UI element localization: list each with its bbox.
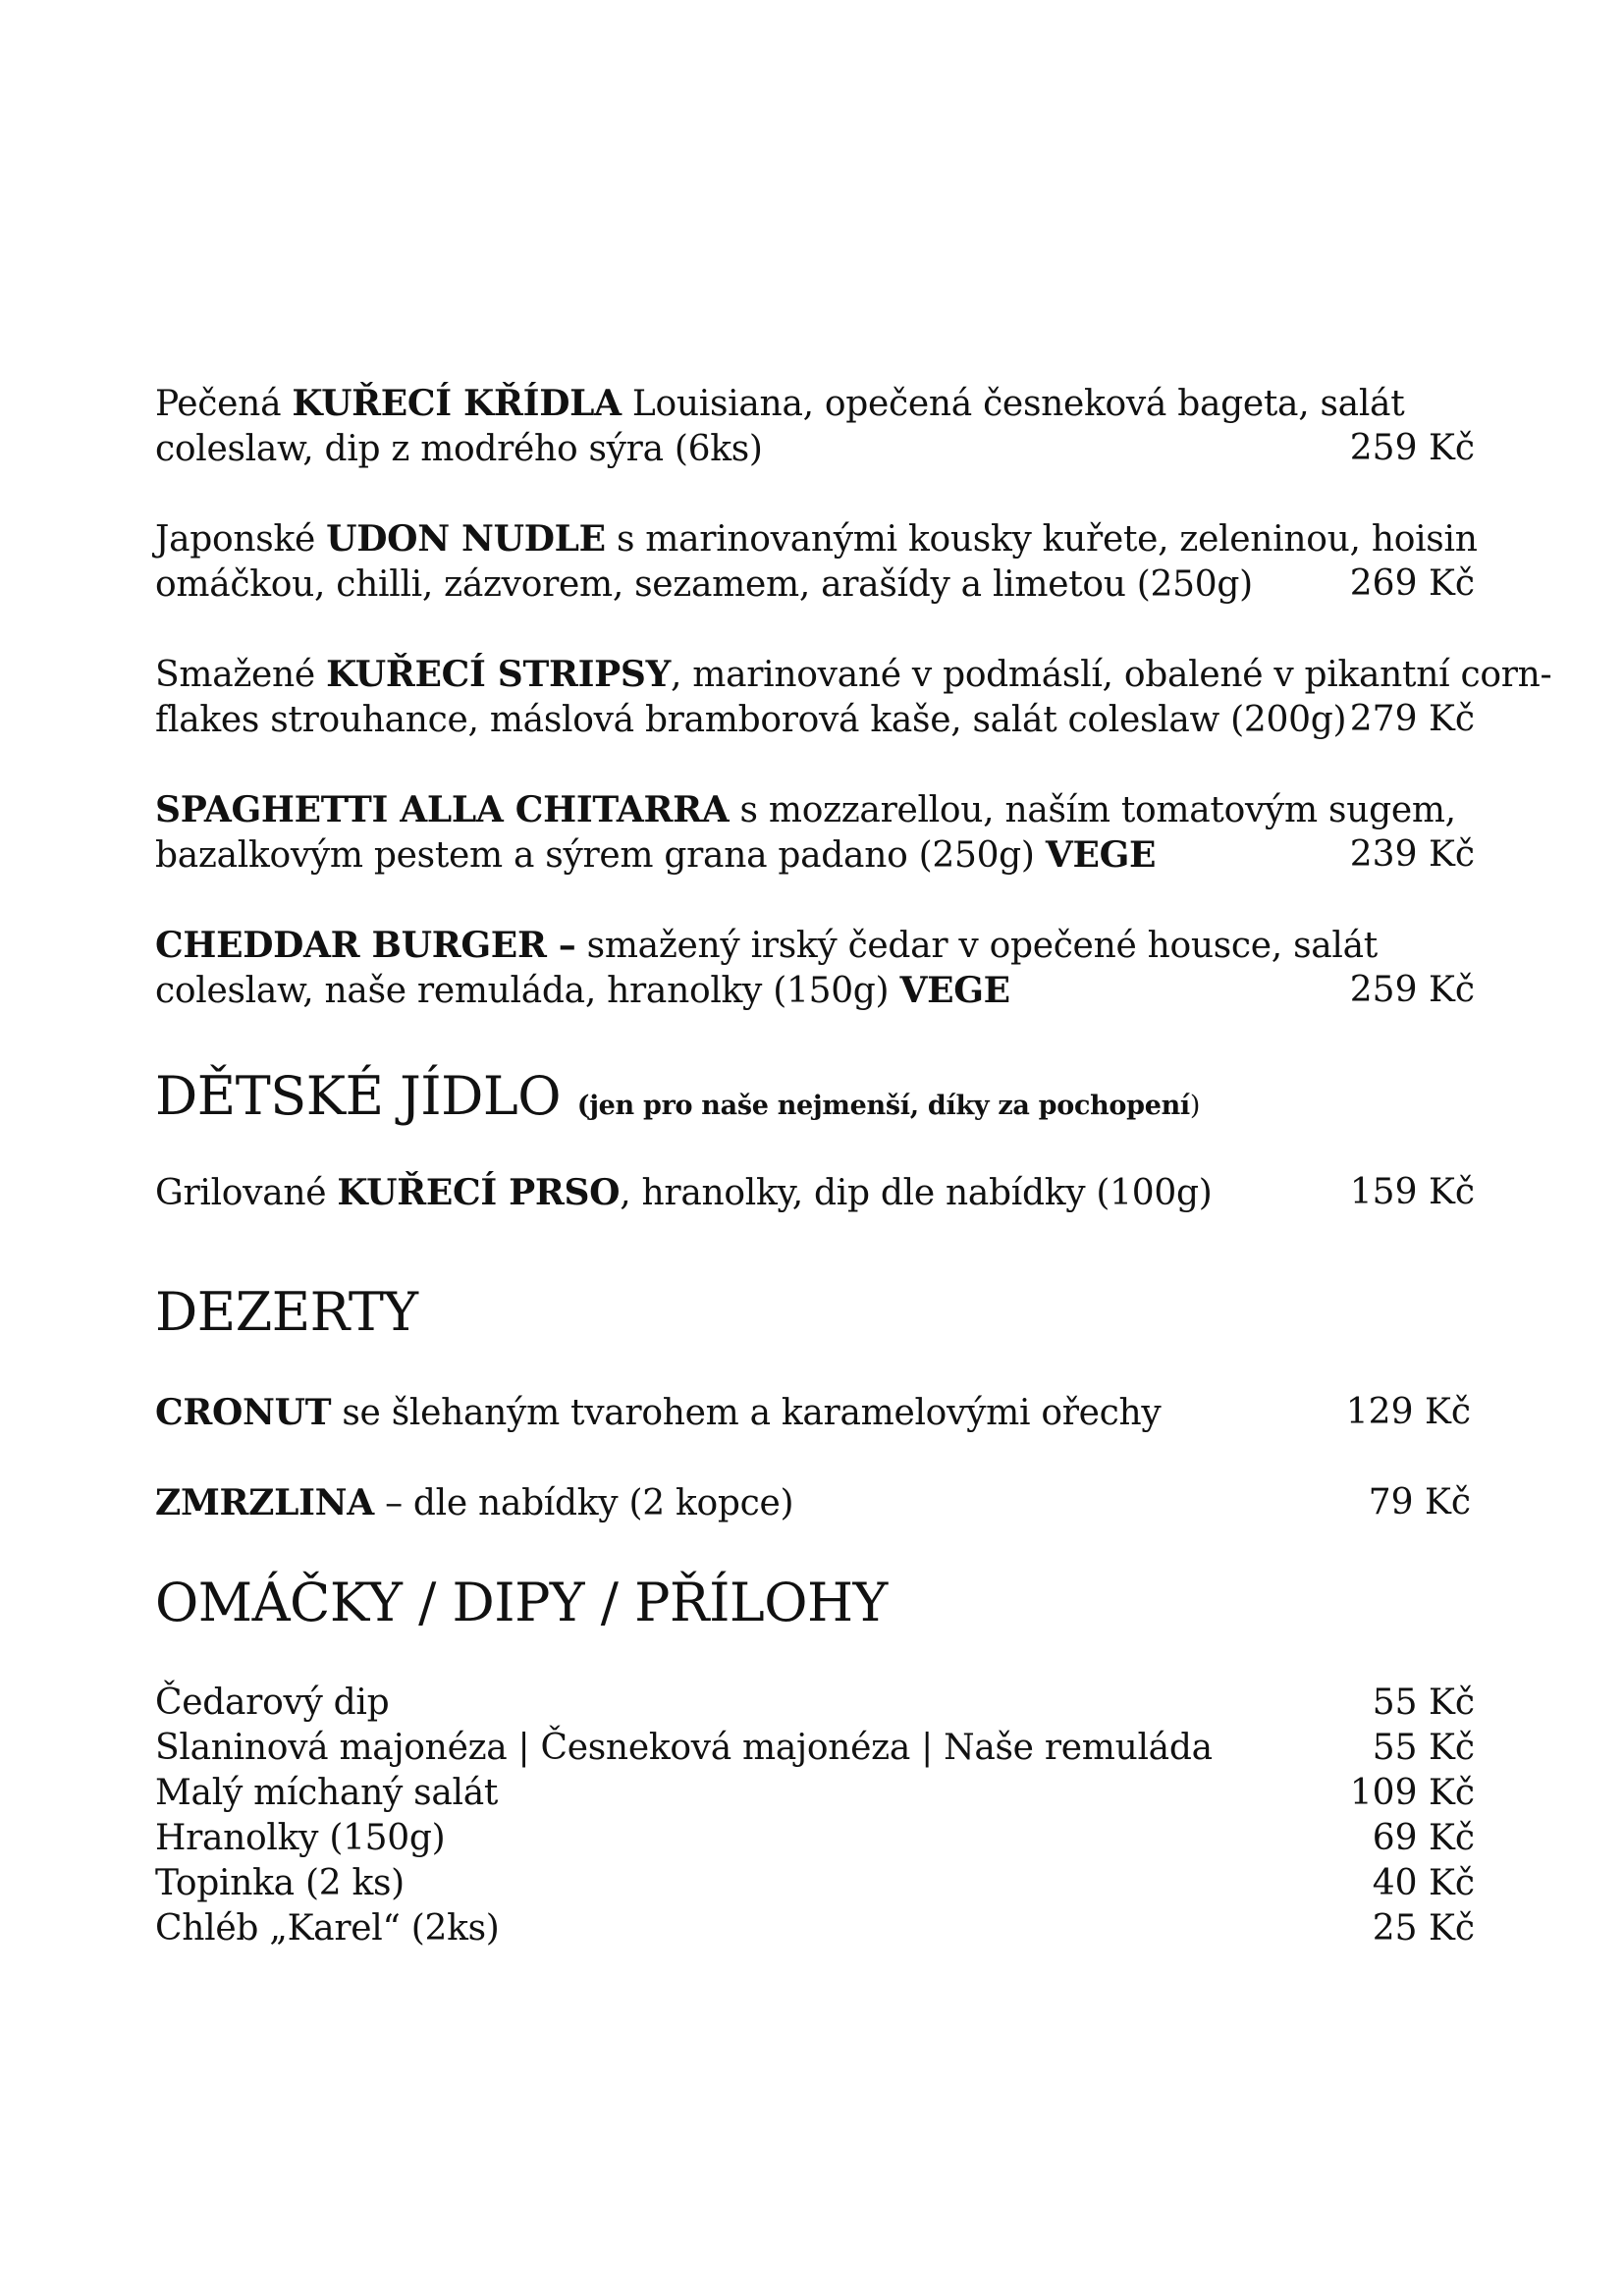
side-item-price: 55 Kč [1372,1682,1475,1723]
item-price: 159 Kč [1349,1172,1475,1212]
item-name: KUŘECÍ PRSO [337,1172,621,1213]
item-name: KUŘECÍ KŘÍDLA [292,383,622,424]
item-price: 239 Kč [1349,834,1475,875]
item-price: 259 Kč [1349,428,1475,468]
side-item-name: Hranolky (150g) [155,1818,446,1858]
section-heading-desserts: DEZERTY [155,1281,418,1343]
item-price: 269 Kč [1349,563,1475,604]
section-heading-kids: DĚTSKÉ JÍDLO (jen pro naše nejmenší, díky za pochopení) [155,1065,1200,1127]
item-name: CHEDDAR BURGER – [155,925,576,966]
item-price: 279 Kč [1349,699,1475,739]
side-item-name: Čedarový dip [155,1682,390,1723]
side-item-name: Topinka (2 ks) [155,1863,405,1903]
item-description-line: flakes strouhance, máslová bramborová kaše, salát coleslaw (200g) [155,700,1347,740]
item-description-line: CRONUT se šlehaným tvarohem a karamelovými ořechy [155,1392,1162,1433]
side-item-name: Malý míchaný salát [155,1773,499,1813]
item-description-line: Japonské UDON NUDLE s marinovanými kousky kuřete, zeleninou, hoisin [155,518,1478,560]
item-description-line: ZMRZLINA – dle nabídky (2 kopce) [155,1482,794,1523]
side-item-price: 55 Kč [1372,1728,1475,1768]
item-description-line: CHEDDAR BURGER – smažený irský čedar v opečené housce, salát [155,925,1378,966]
item-description-line: coleslaw, dip z modrého sýra (6ks) [155,429,763,469]
item-description-line: Smažené KUŘECÍ STRIPSY, marinované v podmáslí, obalené v pikantní corn- [155,654,1552,695]
item-price: 79 Kč [1368,1482,1471,1522]
item-description-line: Grilované KUŘECÍ PRSO, hranolky, dip dle nabídky (100g) [155,1172,1213,1213]
side-item-name: Slaninová majonéza | Česneková majonéza | Naše remuláda [155,1728,1213,1768]
item-description-line: omáčkou, chilli, zázvorem, sezamem, arašídy a limetou (250g) [155,564,1253,605]
item-name: CRONUT [155,1392,332,1433]
side-item-name: Chléb „Karel“ (2ks) [155,1908,500,1949]
side-item-price: 69 Kč [1372,1818,1475,1858]
item-description-line: coleslaw, naše remuláda, hranolky (150g) VEGE [155,970,1010,1011]
item-name: UDON NUDLE [326,518,606,560]
item-description-line: bazalkovým pestem a sýrem grana padano (250g) VEGE [155,834,1157,876]
item-name: SPAGHETTI ALLA CHITARRA [155,789,730,830]
item-description-line: Pečená KUŘECÍ KŘÍDLA Louisiana, opečená česneková bageta, salát [155,383,1405,424]
vege-badge: VEGE [1045,834,1157,876]
side-item-price: 40 Kč [1372,1863,1475,1903]
item-price: 129 Kč [1345,1392,1471,1432]
item-description-line: SPAGHETTI ALLA CHITARRA s mozzarellou, naším tomatovým sugem, [155,789,1456,830]
item-name: KUŘECÍ STRIPSY [326,654,671,695]
section-heading-sides: OMÁČKY / DIPY / PŘÍLOHY [155,1572,888,1633]
section-note: (jen pro naše nejmenší, díky za pochopení [576,1091,1190,1121]
side-item-price: 25 Kč [1372,1908,1475,1949]
item-price: 259 Kč [1349,970,1475,1010]
vege-badge: VEGE [899,970,1010,1011]
side-item-price: 109 Kč [1349,1773,1475,1813]
item-name: ZMRZLINA [155,1482,374,1523]
